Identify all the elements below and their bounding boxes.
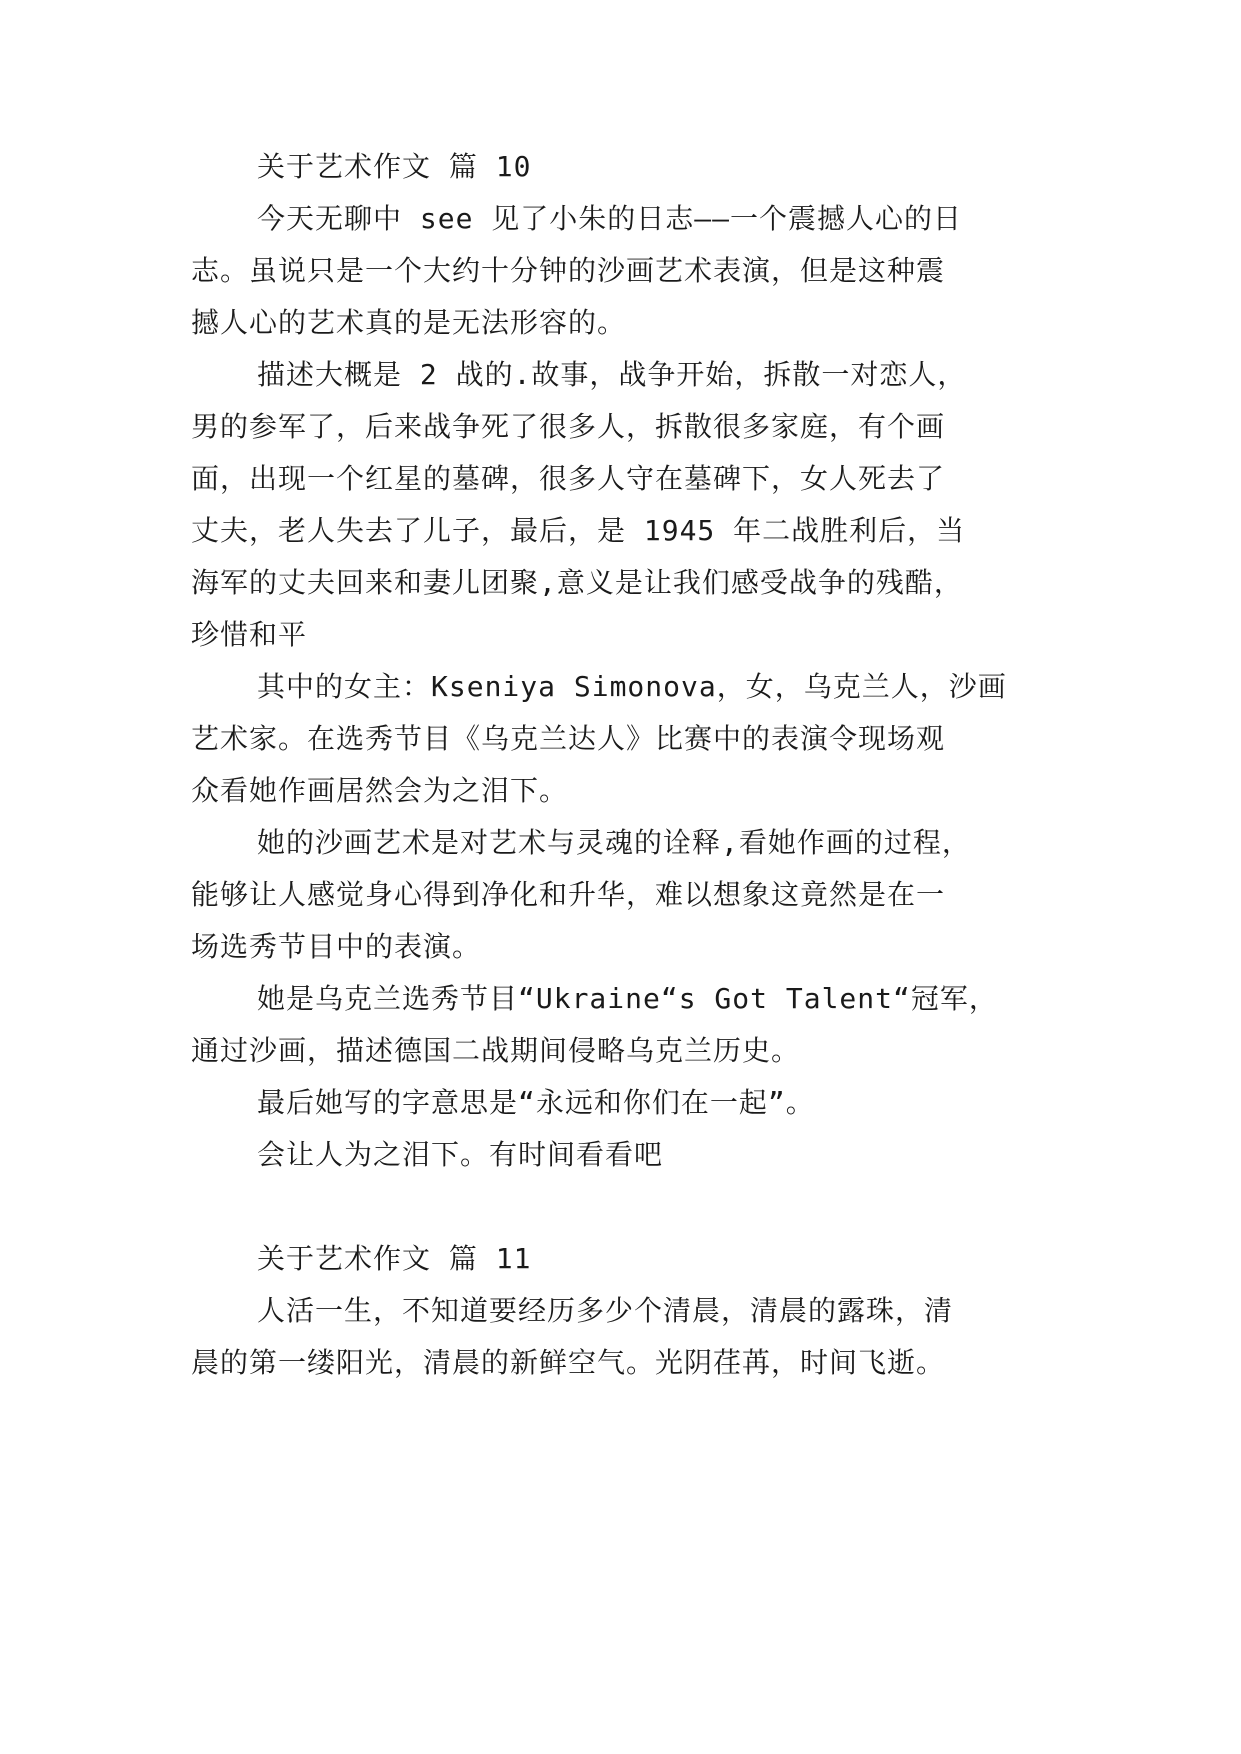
paragraph-line: 志。虽说只是一个大约十分钟的沙画艺术表演，但是这种震 — [191, 254, 946, 287]
paragraph-line: 撼人心的艺术真的是无法形容的。 — [191, 306, 627, 339]
paragraph-line: 最后她写的字意思是“永远和你们在一起”。 — [257, 1086, 815, 1119]
section-heading: 关于艺术作文 篇 10 — [257, 150, 532, 183]
paragraph-line: 珍惜和平 — [191, 618, 308, 651]
paragraph-line: 其中的女主：Kseniya Simonova，女，乌克兰人，沙画 — [257, 670, 1007, 703]
paragraph-line: 男的参军了，后来战争死了很多人，拆散很多家庭，有个画 — [191, 410, 946, 443]
paragraph-line: 面，出现一个红星的墓碑，很多人守在墓碑下，女人死去了 — [191, 462, 946, 495]
paragraph-line: 晨的第一缕阳光，清晨的新鲜空气。光阴荏苒，时间飞逝。 — [191, 1346, 946, 1379]
paragraph-line: 能够让人感觉身心得到净化和升华，难以想象这竟然是在一 — [191, 878, 946, 911]
paragraph-line: 她是乌克兰选秀节目“Ukraine“s Got Talent“冠军， — [257, 982, 998, 1015]
paragraph-line: 通过沙画，描述德国二战期间侵略乌克兰历史。 — [191, 1034, 801, 1067]
paragraph-line: 她的沙画艺术是对艺术与灵魂的诠释,看她作画的过程， — [257, 826, 971, 859]
paragraph-line: 会让人为之泪下。有时间看看吧 — [257, 1138, 664, 1171]
paragraph-line: 丈夫，老人失去了儿子，最后，是 1945 年二战胜利后，当 — [191, 514, 966, 547]
paragraph-line: 海军的丈夫回来和妻儿团聚,意义是让我们感受战争的残酷， — [191, 566, 963, 599]
paragraph-line: 艺术家。在选秀节目《乌克兰达人》比赛中的表演令现场观 — [191, 722, 946, 755]
paragraph-line: 场选秀节目中的表演。 — [191, 930, 482, 963]
paragraph-line: 人活一生，不知道要经历多少个清晨，清晨的露珠，清 — [257, 1294, 954, 1327]
paragraph-line: 描述大概是 2 战的.故事，战争开始，拆散一对恋人， — [257, 358, 967, 391]
paragraph-line: 今天无聊中 see 见了小朱的日志——一个震撼人心的日 — [257, 202, 963, 235]
paragraph-line: 众看她作画居然会为之泪下。 — [191, 774, 569, 807]
section-heading: 关于艺术作文 篇 11 — [257, 1242, 532, 1275]
